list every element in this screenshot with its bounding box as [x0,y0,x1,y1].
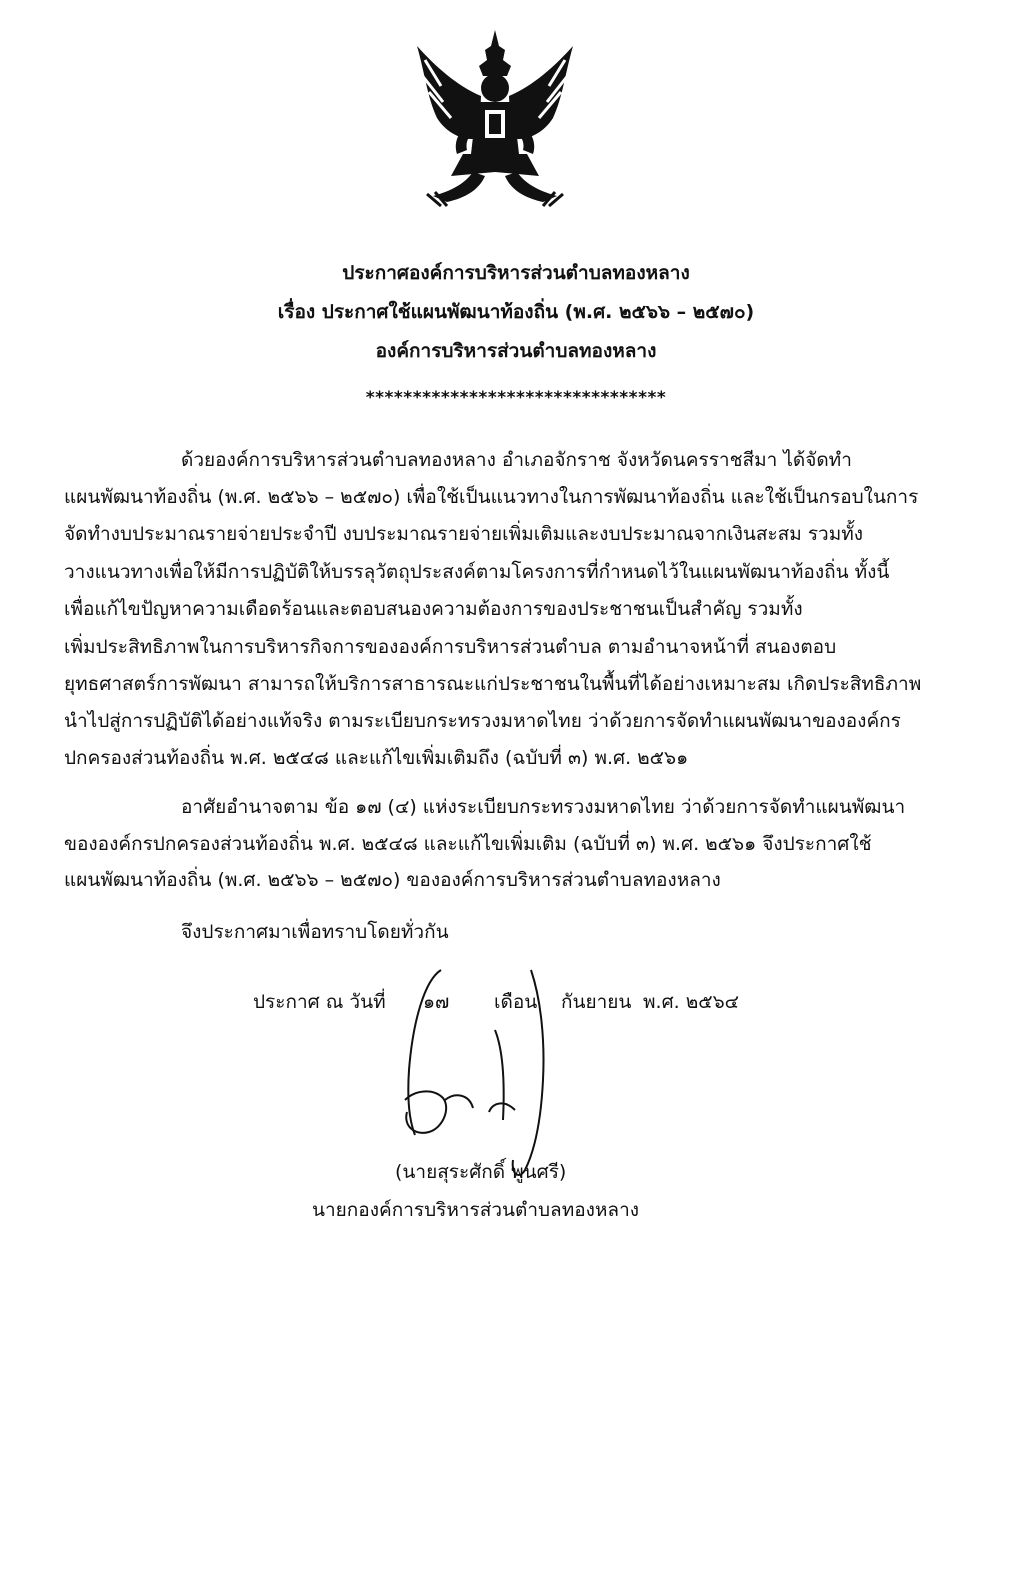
announce-month-label: เดือน [494,991,538,1013]
paragraph1-line: วางแนวทางเพื่อให้มีการปฏิบัติให้บรรลุวัตถุประสงค์ตามโครงการที่กำหนดไว้ในแผนพัฒนาท้องถิ่น ทั้งนี้ [64,561,890,583]
paragraph1-line: ด้วยองค์การบริหารส่วนตำบลทองหลาง อำเภอจักราช จังหวัดนครราชสีมา ได้จัดทำ [181,449,852,471]
announce-year: พ.ศ. ๒๕๖๔ [643,991,740,1013]
paragraph1-line: นำไปสู่การปฏิบัติได้อย่างแท้จริง ตามระเบียบกระทรวงมหาดไทย ว่าด้วยการจัดทำแผนพัฒนาขององค์กร [64,710,901,732]
signer-name: (นายสุระศักดิ์ พูนศรี) [395,1161,567,1183]
handwritten-signature [385,960,585,1190]
separator-stars: ******************************** [365,388,667,408]
announce-date-prefix: ประกาศ ณ วันที่ [253,991,386,1013]
paragraph1-line: แผนพัฒนาท้องถิ่น (พ.ศ. ๒๕๖๖ – ๒๕๗๐) เพื่อใช้เป็นแนวทางในการพัฒนาท้องถิ่น และใช้เป็นกรอบในการ [64,486,919,508]
paragraph2-line: แผนพัฒนาท้องถิ่น (พ.ศ. ๒๕๖๖ – ๒๕๗๐) ขององค์การบริหารส่วนตำบลทองหลาง [64,869,721,891]
paragraph1-line: ยุทธศาสตร์การพัฒนา สามารถให้บริการสาธารณะแก่ประชาชนในพื้นที่ได้อย่างเหมาะสม เกิดประสิทธิภาพ [64,673,922,695]
garuda-emblem-icon [407,26,583,208]
paragraph1-line: ปกครองส่วนท้องถิ่น พ.ศ. ๒๕๔๘ และแก้ไขเพิ่มเติมถึง (ฉบับที่ ๓) พ.ศ. ๒๕๖๑ [64,747,689,769]
document-title: ประกาศองค์การบริหารส่วนตำบลทองหลาง [342,262,690,284]
paragraph2-line: อาศัยอำนาจตาม ข้อ ๑๗ (๔) แห่งระเบียบกระทรวงมหาดไทย ว่าด้วยการจัดทำแผนพัฒนา [181,796,906,818]
paragraph1-line: จัดทำงบประมาณรายจ่ายประจำปี งบประมาณรายจ่ายเพิ่มเติมและงบประมาณจากเงินสะสม รวมทั้ง [64,523,864,545]
announce-day: ๑๗ [423,991,450,1013]
paragraph1-line: เพื่อแก้ไขปัญหาความเดือดร้อนและตอบสนองความต้องการของประชาชนเป็นสำคัญ รวมทั้ง [64,598,803,620]
signer-title: นายกองค์การบริหารส่วนตำบลทองหลาง [312,1199,640,1221]
paragraph1-line: เพิ่มประสิทธิภาพในการบริหารกิจการขององค์การบริหารส่วนตำบล ตามอำนาจหน้าที่ สนองตอบ [64,636,837,658]
document-subject: เรื่อง ประกาศใช้แผนพัฒนาท้องถิ่น (พ.ศ. ๒๕๖๖ – ๒๕๗๐) [277,301,755,323]
announce-month: กันยายน [561,991,632,1013]
paragraph2-line: ขององค์กรปกครองส่วนท้องถิ่น พ.ศ. ๒๕๔๘ และแก้ไขเพิ่มเติม (ฉบับที่ ๓) พ.ศ. ๒๕๖๑ จึงประกาศใช้ [64,833,872,855]
document-organization: องค์การบริหารส่วนตำบลทองหลาง [375,340,657,362]
closing-line: จึงประกาศมาเพื่อทราบโดยทั่วกัน [181,921,449,943]
